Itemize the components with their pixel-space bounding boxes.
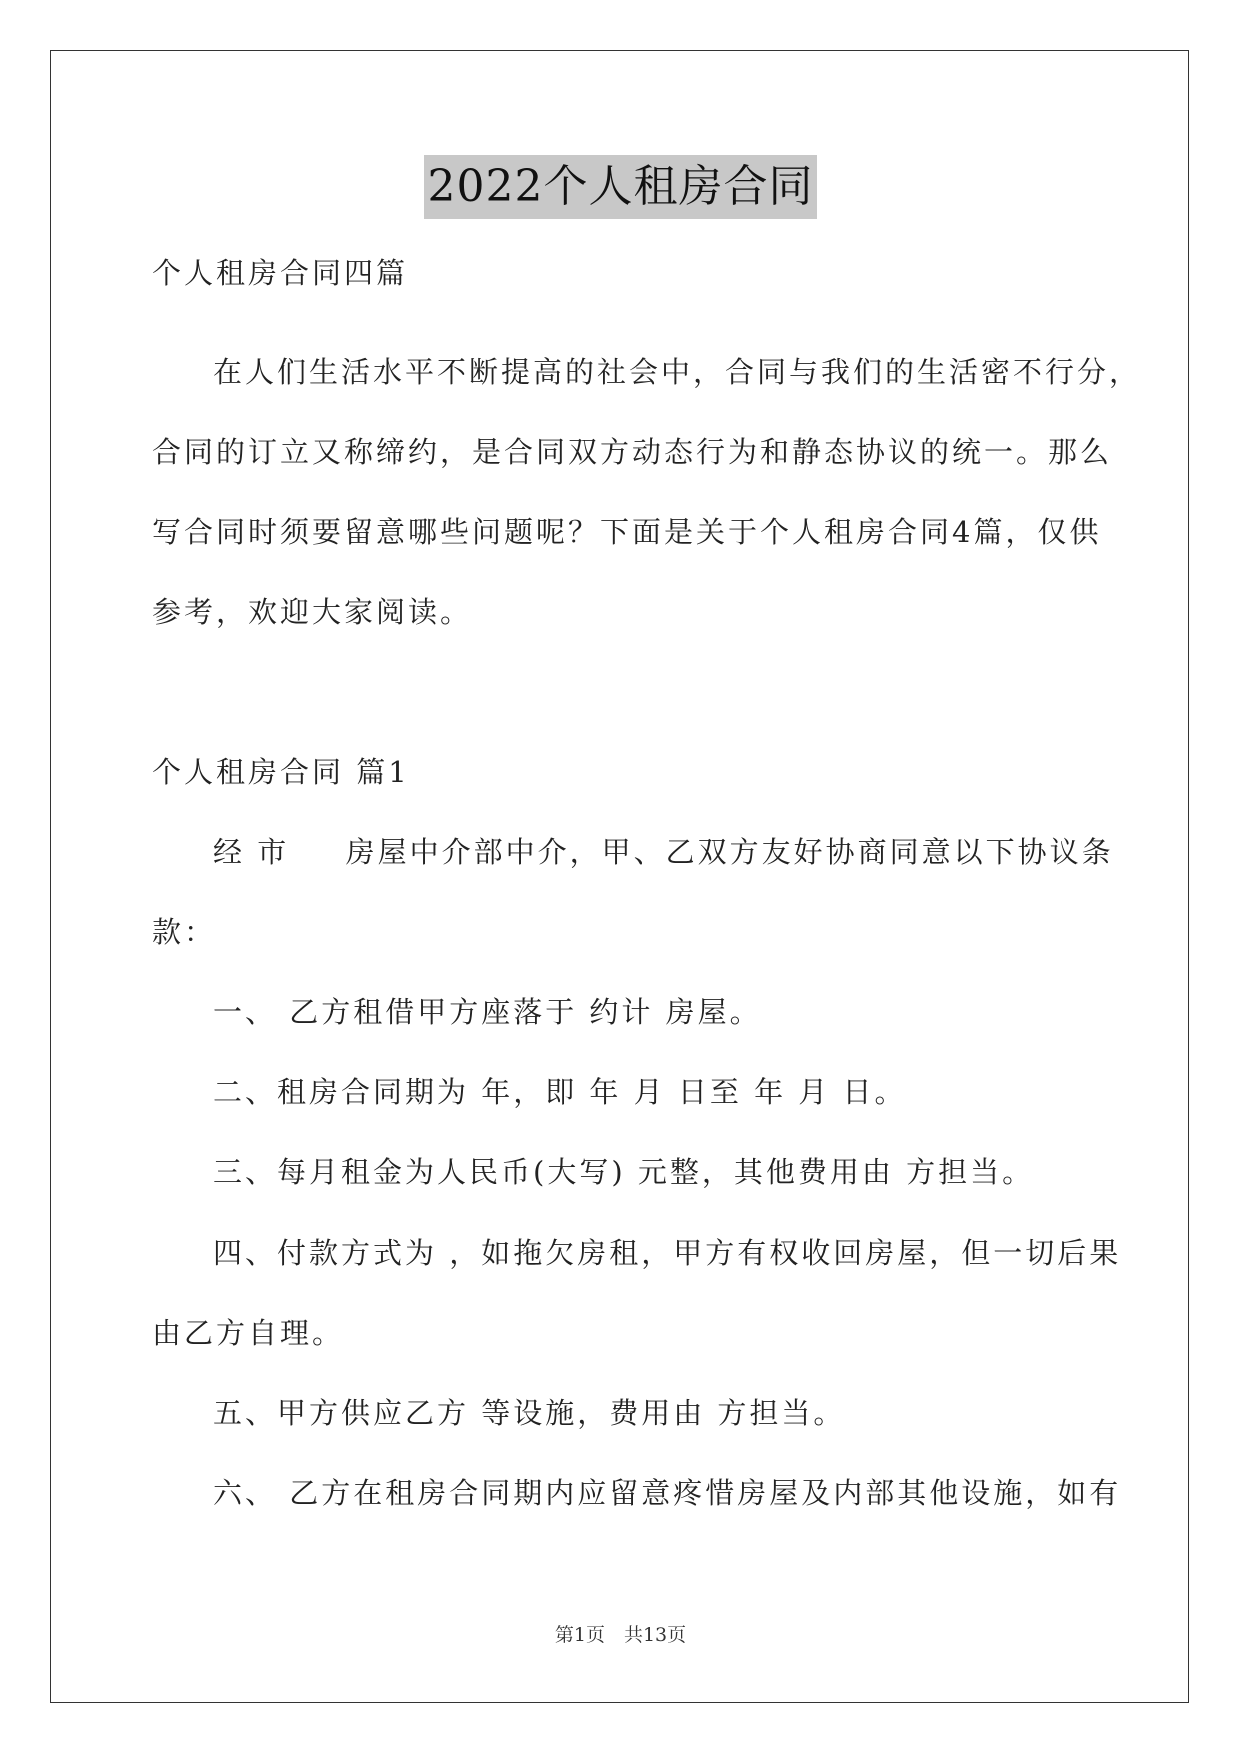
paragraph-line: 参考，欢迎大家阅读。 (152, 595, 473, 629)
clause-line: 由乙方自理。 (152, 1316, 345, 1350)
title-container (0, 155, 1241, 219)
paragraph-line: 款： (152, 915, 217, 949)
clause-line: 三、每月租金为人民币(大写) 元整，其他费用由 方担当。 (213, 1155, 1035, 1189)
clause-line: 一、 乙方租借甲方座落于 约计 房屋。 (213, 995, 762, 1029)
section-heading: 个人租房合同四篇 (152, 256, 409, 290)
page-border (50, 50, 1189, 1703)
page-footer (0, 1620, 1241, 1647)
document-title: 2022个人租房合同 (424, 155, 818, 219)
paragraph-line: 合同的订立又称缔约，是合同双方动态行为和静态协议的统一。那么 (152, 435, 1113, 469)
paragraph-line: 在人们生活水平不断提高的社会中，合同与我们的生活密不行分， (213, 355, 1142, 389)
clause-line: 六、 乙方在租房合同期内应留意疼惜房屋及内部其他设施，如有 (213, 1476, 1122, 1510)
paragraph-line: 写合同时须要留意哪些问题呢？下面是关于个人租房合同4篇，仅供 (152, 515, 1102, 549)
clause-line: 四、付款方式为 ，如拖欠房租，甲方有权收回房屋，但一切后果 (213, 1236, 1122, 1270)
section-heading: 个人租房合同 篇1 (152, 755, 410, 789)
clause-line: 二、租房合同期为 年，即 年 月 日至 年 月 日。 (213, 1075, 907, 1109)
clause-line: 五、甲方供应乙方 等设施，费用由 方担当。 (213, 1396, 846, 1430)
paragraph-line: 经 市 房屋中介部中介，甲、乙双方友好协商同意以下协议条 (213, 835, 1114, 869)
page-number: 第1页 共13页 (554, 1624, 687, 1646)
